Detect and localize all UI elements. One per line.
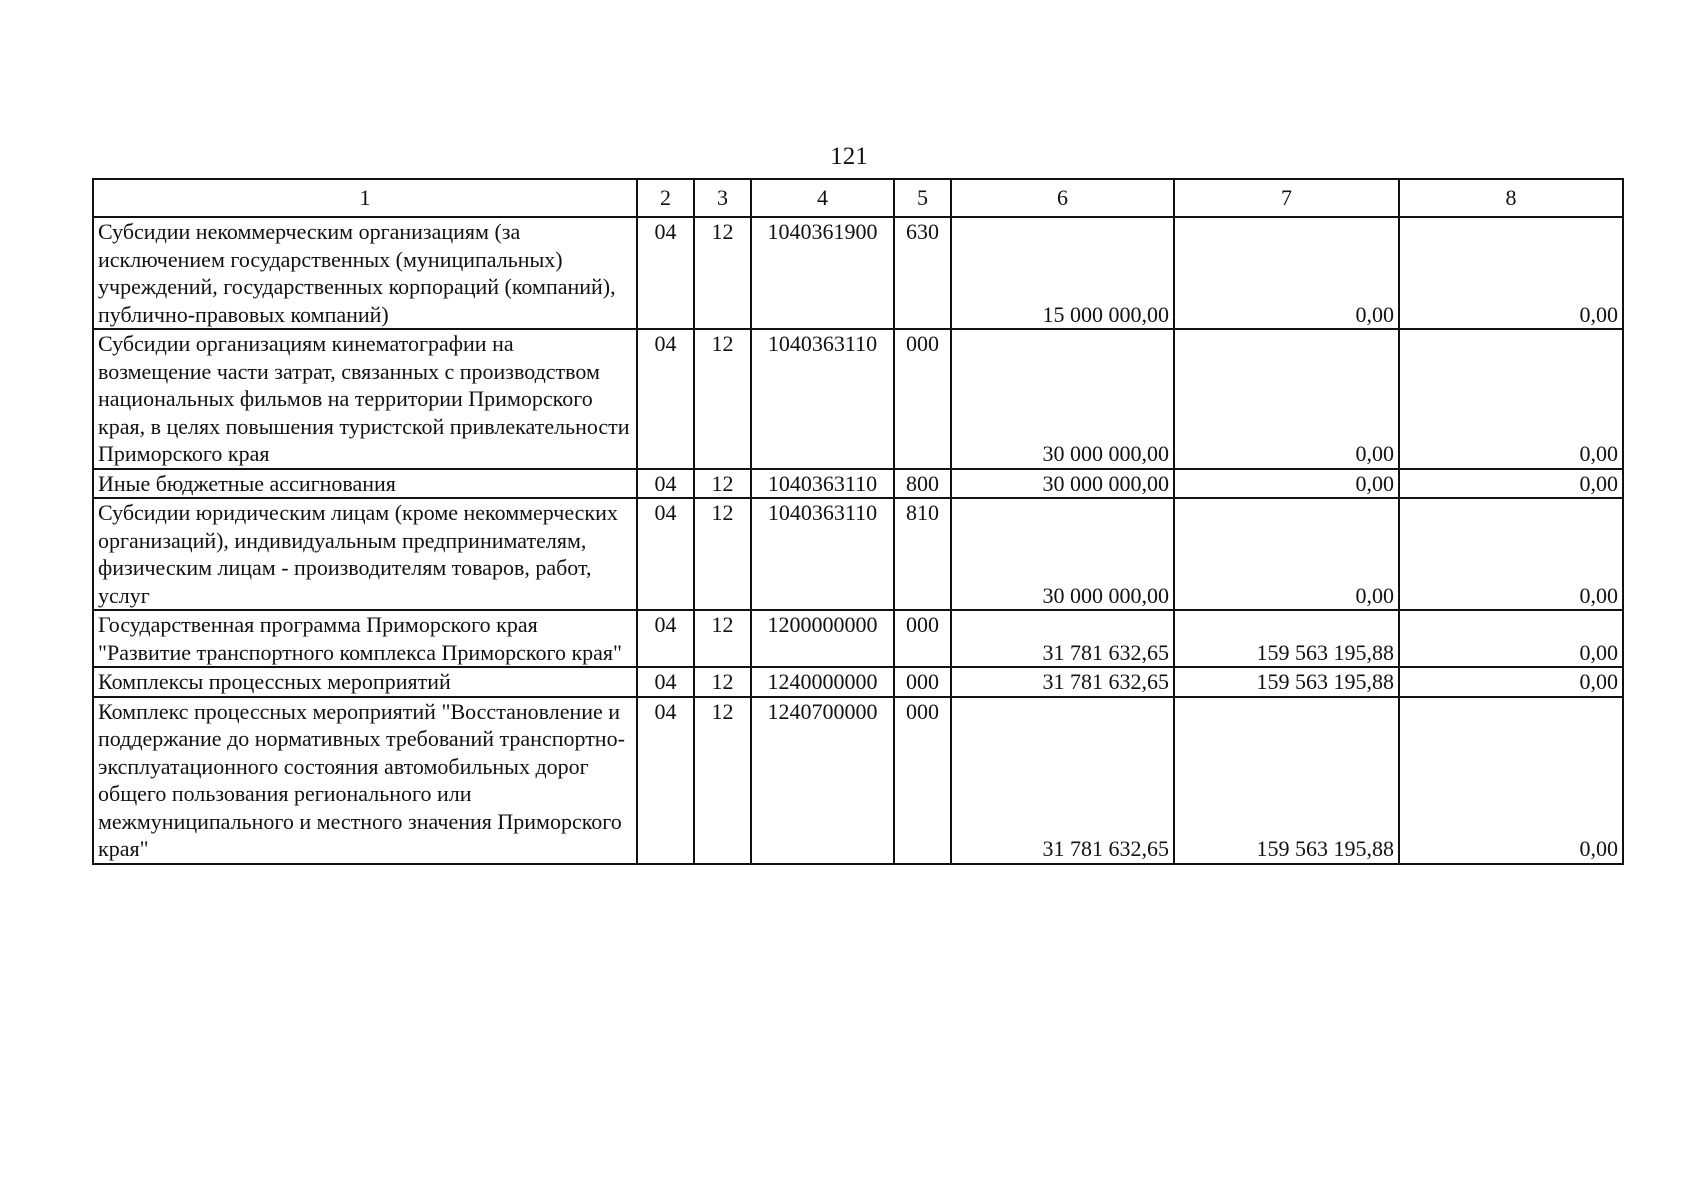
row-amount-6: 15 000 000,00 xyxy=(951,217,1174,329)
table-row xyxy=(93,329,1623,469)
row-code-4: 1040361900 xyxy=(751,217,894,329)
row-amount-8: 0,00 xyxy=(1399,217,1623,329)
row-code-4: 1240000000 xyxy=(751,667,894,697)
row-code-3: 12 xyxy=(694,667,751,697)
row-code-5: 000 xyxy=(894,329,951,469)
row-name: Комплекс процессных мероприятий "Восстановление и поддержание до нормативных требований транспортно-эксплуатационного состояния автомобильных дорог общего пользования регионального или межмуниципального и местного значения Приморского края" xyxy=(93,697,637,864)
row-amount-7: 0,00 xyxy=(1174,469,1399,499)
row-code-3: 12 xyxy=(694,217,751,329)
column-header: 8 xyxy=(1399,179,1623,217)
header-row xyxy=(93,179,1623,217)
column-header: 2 xyxy=(637,179,694,217)
table-row xyxy=(93,498,1623,610)
column-header: 7 xyxy=(1174,179,1399,217)
row-amount-7: 159 563 195,88 xyxy=(1174,610,1399,667)
row-code-3: 12 xyxy=(694,498,751,610)
row-code-5: 000 xyxy=(894,697,951,864)
row-code-2: 04 xyxy=(637,329,694,469)
row-name: Субсидии некоммерческим организациям (за исключением государственных (муниципальных) учреждений, государственных корпораций (компаний), публично-правовых компаний) xyxy=(93,217,637,329)
row-code-3: 12 xyxy=(694,697,751,864)
row-code-3: 12 xyxy=(694,329,751,469)
row-code-5: 800 xyxy=(894,469,951,499)
column-header: 5 xyxy=(894,179,951,217)
table-row xyxy=(93,217,1623,329)
row-code-4: 1200000000 xyxy=(751,610,894,667)
table-row xyxy=(93,469,1623,499)
row-name: Государственная программа Приморского края "Развитие транспортного комплекса Приморского края" xyxy=(93,610,637,667)
row-name: Субсидии юридическим лицам (кроме некоммерческих организаций), индивидуальным предпринимателям, физическим лицам - производителям товаров, работ, услуг xyxy=(93,498,637,610)
row-code-3: 12 xyxy=(694,610,751,667)
row-code-3: 12 xyxy=(694,469,751,499)
row-name: Иные бюджетные ассигнования xyxy=(93,469,637,499)
row-code-2: 04 xyxy=(637,217,694,329)
row-amount-6: 31 781 632,65 xyxy=(951,610,1174,667)
page-number: 121 xyxy=(830,143,868,170)
row-amount-8: 0,00 xyxy=(1399,610,1623,667)
table-header xyxy=(93,179,1623,217)
table-row xyxy=(93,610,1623,667)
row-amount-6: 30 000 000,00 xyxy=(951,329,1174,469)
row-amount-8: 0,00 xyxy=(1399,498,1623,610)
row-amount-6: 31 781 632,65 xyxy=(951,697,1174,864)
row-code-4: 1040363110 xyxy=(751,469,894,499)
row-code-5: 630 xyxy=(894,217,951,329)
row-amount-8: 0,00 xyxy=(1399,329,1623,469)
row-amount-8: 0,00 xyxy=(1399,469,1623,499)
row-amount-7: 0,00 xyxy=(1174,498,1399,610)
row-amount-7: 0,00 xyxy=(1174,329,1399,469)
row-code-2: 04 xyxy=(637,697,694,864)
column-header: 1 xyxy=(93,179,637,217)
row-code-2: 04 xyxy=(637,667,694,697)
column-header: 3 xyxy=(694,179,751,217)
row-name: Субсидии организациям кинематографии на возмещение части затрат, связанных с производством национальных фильмов на территории Приморского края, в целях повышения туристской привлекательности Приморского края xyxy=(93,329,637,469)
column-header: 6 xyxy=(951,179,1174,217)
row-code-5: 000 xyxy=(894,610,951,667)
row-code-5: 810 xyxy=(894,498,951,610)
table-row xyxy=(93,697,1623,864)
row-amount-7: 159 563 195,88 xyxy=(1174,667,1399,697)
row-amount-6: 31 781 632,65 xyxy=(951,667,1174,697)
row-name: Комплексы процессных мероприятий xyxy=(93,667,637,697)
budget-table xyxy=(92,178,1624,865)
table-body xyxy=(93,217,1623,864)
row-amount-6: 30 000 000,00 xyxy=(951,498,1174,610)
column-header: 4 xyxy=(751,179,894,217)
row-amount-7: 0,00 xyxy=(1174,217,1399,329)
row-amount-7: 159 563 195,88 xyxy=(1174,697,1399,864)
row-amount-6: 30 000 000,00 xyxy=(951,469,1174,499)
row-amount-8: 0,00 xyxy=(1399,667,1623,697)
row-code-4: 1240700000 xyxy=(751,697,894,864)
table-row xyxy=(93,667,1623,697)
row-code-4: 1040363110 xyxy=(751,498,894,610)
row-code-2: 04 xyxy=(637,610,694,667)
row-code-2: 04 xyxy=(637,498,694,610)
row-code-5: 000 xyxy=(894,667,951,697)
row-amount-8: 0,00 xyxy=(1399,697,1623,864)
row-code-4: 1040363110 xyxy=(751,329,894,469)
row-code-2: 04 xyxy=(637,469,694,499)
